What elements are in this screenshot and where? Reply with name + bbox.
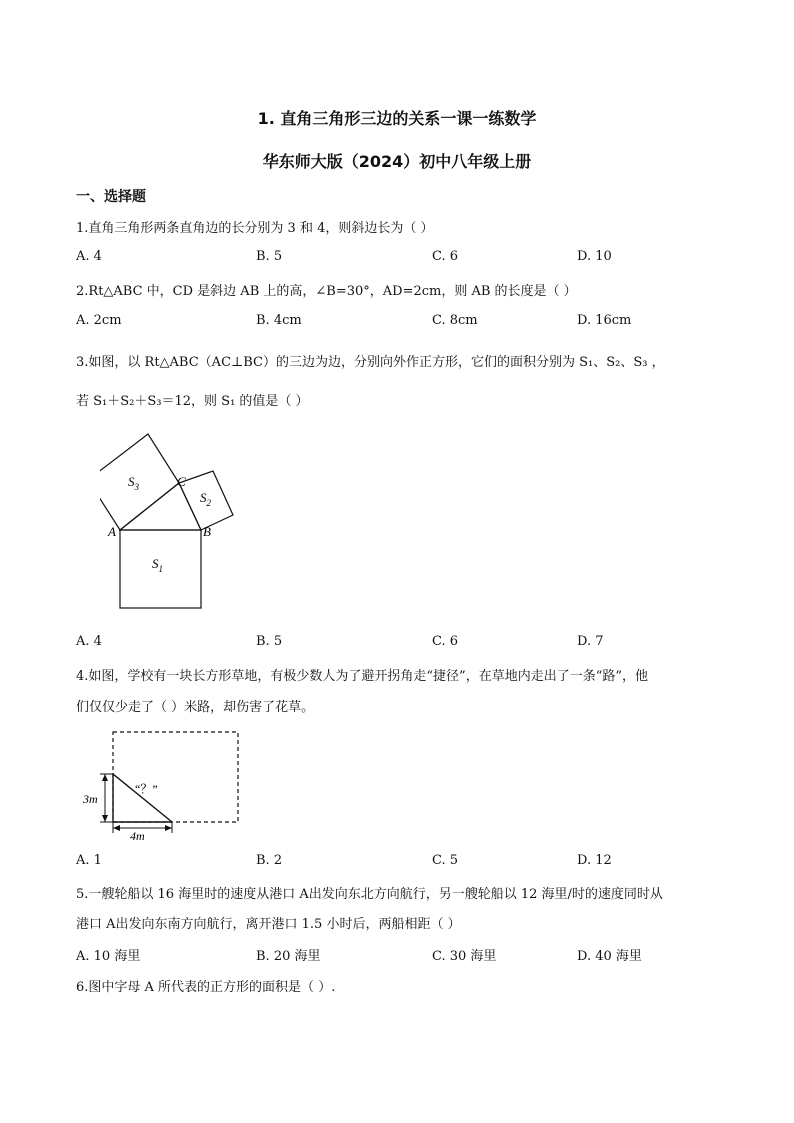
question-1-option-a: A. 4 xyxy=(76,249,102,264)
question-4-option-d: D. 12 xyxy=(577,853,612,868)
label-s2: $S_2$ xyxy=(200,490,211,508)
right-triangle-abc xyxy=(120,483,201,530)
arrow-down-icon xyxy=(102,815,108,822)
question-1-stem: 1.直角三角形两条直角边的长分别为 3 和 4，则斜边长为（ ） xyxy=(76,221,434,236)
label-height: 3m xyxy=(83,792,98,806)
question-6-stem: 6.图中字母 A 所代表的正方形的面积是（ ）. xyxy=(76,980,336,995)
question-2-option-c: C. 8cm xyxy=(432,313,478,328)
question-1-option-c: C. 6 xyxy=(432,249,459,264)
squares-on-triangle-figure xyxy=(100,430,260,615)
label-width: 4m xyxy=(130,829,145,842)
arrow-right-icon xyxy=(165,825,172,831)
question-5-option-c: C. 30 海里 xyxy=(432,949,497,964)
question-3-stem-line1: 3.如图，以 Rt△ABC（AC⊥BC）的三边为边，分别向外作正方形，它们的面积分别为 S₁、S₂、S₃ ， xyxy=(76,355,665,370)
question-4-option-b: B. 2 xyxy=(256,853,283,868)
question-3-option-c: C. 6 xyxy=(432,634,459,649)
question-2-option-d: D. 16cm xyxy=(577,313,632,328)
section-heading: 一、选择题 xyxy=(76,189,146,205)
question-1-option-b: B. 5 xyxy=(256,249,283,264)
document-title: 1. 直角三角形三边的关系一课一练数学 xyxy=(257,109,537,128)
question-3-stem-line2: 若 S₁＋S₂＋S₃＝12，则 S₁ 的值是（ ） xyxy=(76,394,309,409)
label-path: “？” xyxy=(135,782,158,796)
question-3-option-d: D. 7 xyxy=(577,634,604,649)
question-3-option-b: B. 5 xyxy=(256,634,283,649)
lawn-rectangle xyxy=(113,732,238,822)
label-c: C xyxy=(177,474,186,489)
question-5-option-d: D. 40 海里 xyxy=(577,949,642,964)
lawn-shortcut-figure xyxy=(80,727,250,842)
label-s1: $S_1$ xyxy=(152,556,163,574)
square-s3 xyxy=(100,434,179,530)
question-5-option-b: B. 20 海里 xyxy=(256,949,321,964)
label-b: B xyxy=(203,524,211,539)
question-4-stem-line2: 们仅仅少走了（ ）米路，却伤害了花草。 xyxy=(76,700,315,715)
question-5-option-a: A. 10 海里 xyxy=(76,949,141,964)
question-4-stem-line1: 4.如图，学校有一块长方形草地，有极少数人为了避开拐角走“捷径”，在草地内走出了一条“路”，他 xyxy=(76,669,648,684)
question-2-stem: 2.Rt△ABC 中，CD 是斜边 AB 上的高，∠B=30°，AD=2cm，则 AB 的长度是（ ） xyxy=(76,284,577,299)
question-2-option-b: B. 4cm xyxy=(256,313,302,328)
question-5-stem-line1: 5.一艘轮船以 16 海里时的速度从港口 A出发向东北方向航行，另一艘轮船以 12 海里/时的速度同时从 xyxy=(76,887,663,902)
question-4-option-c: C. 5 xyxy=(432,853,459,868)
arrow-left-icon xyxy=(113,825,120,831)
question-2-option-a: A. 2cm xyxy=(76,313,122,328)
question-5-stem-line2: 港口 A出发向东南方向航行，离开港口 1.5 小时后，两船相距（ ） xyxy=(76,917,461,932)
document-subtitle: 华东师大版（2024）初中八年级上册 xyxy=(262,152,532,171)
arrow-up-icon xyxy=(102,774,108,781)
question-1-option-d: D. 10 xyxy=(577,249,612,264)
label-a: A xyxy=(108,524,116,539)
question-4-option-a: A. 1 xyxy=(76,853,102,868)
label-s3: $S_3$ xyxy=(128,474,139,492)
question-3-option-a: A. 4 xyxy=(76,634,102,649)
